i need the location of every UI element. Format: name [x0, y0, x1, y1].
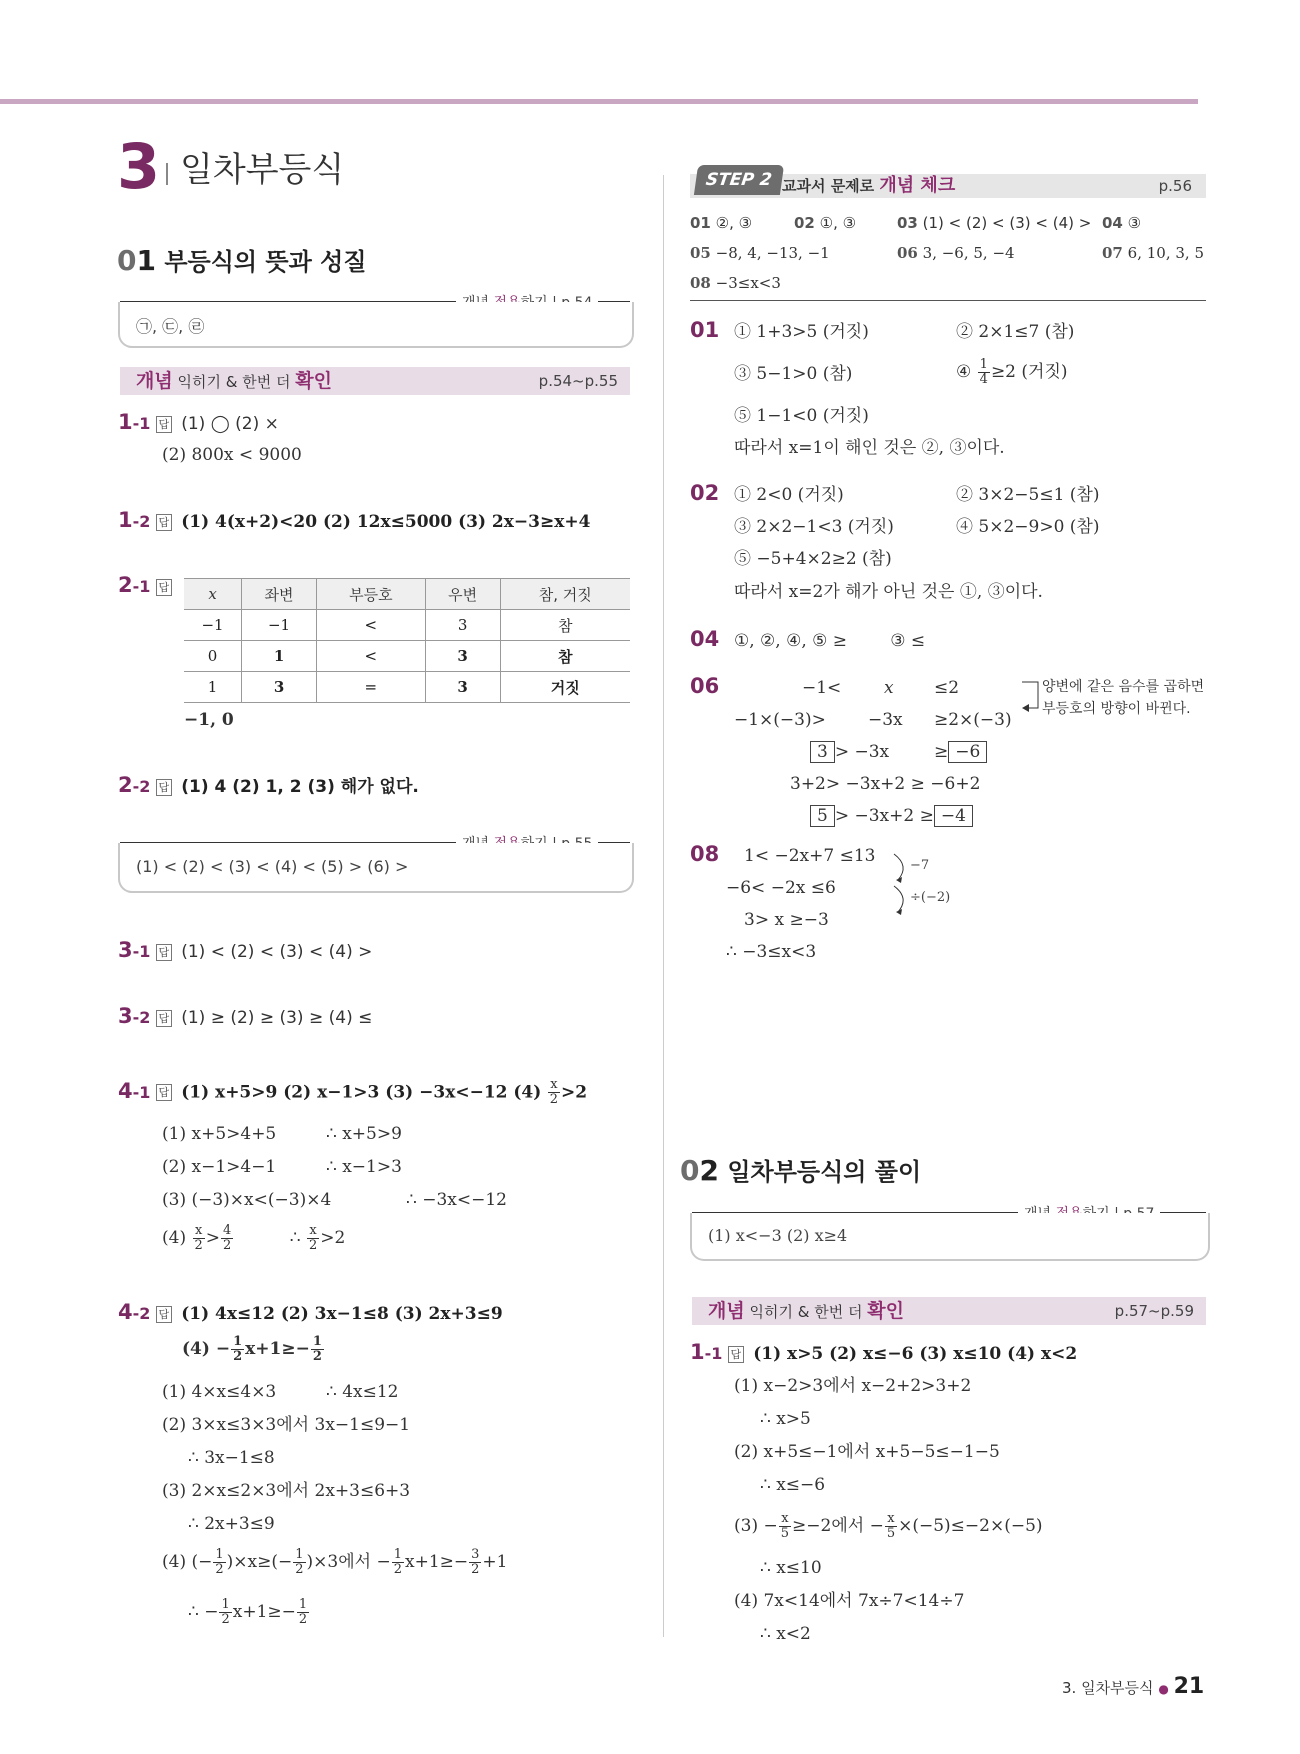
table-cell: 3: [425, 641, 500, 672]
step2-badge: STEP 2: [694, 165, 784, 195]
answer-badge: 답: [156, 1084, 172, 1101]
table-cell: 1: [184, 672, 242, 703]
p41-line-2b: ∴ x−1>3: [326, 1157, 402, 1177]
q11-line-5: (3) − $\frac{x}{5}$ ≥−2에서 − $\frac{x}{5}$ ×(−5)≤−2×(−5): [734, 1511, 1043, 1541]
s08-r2: −6< −2x ≤6: [726, 878, 836, 898]
answer-badge: 답: [156, 579, 172, 596]
solution-06-number: 06: [690, 674, 720, 698]
table-cell: 0: [184, 641, 242, 672]
p41-line-1: (1) x+5>4+5: [162, 1124, 277, 1144]
problem-1-2: 1-2 답 (1) 4(x+2)<20 (2) 12x≤5000 (3) 2x−3≥x+4: [118, 508, 591, 532]
table-cell: <: [316, 610, 425, 641]
table-header: 우변: [425, 579, 500, 610]
table-header: 참, 거짓: [500, 579, 630, 610]
p41-line-3b: ∴ −3x<−12: [406, 1190, 507, 1210]
answer-badge: 답: [156, 1010, 172, 1027]
footer: [1062, 1674, 1204, 1699]
problem-1-1-line: (2) 800x < 9000: [162, 445, 302, 465]
q11-line-8: ∴ x<2: [760, 1624, 811, 1644]
q11-line-3: (2) x+5≤−1에서 x+5−5≤−1−5: [734, 1442, 1000, 1462]
p42-line-1: (1) 4×x≤4×3: [162, 1382, 277, 1402]
table-cell: 3: [425, 672, 500, 703]
p42-line-3: ∴ 3x−1≤8: [188, 1448, 275, 1468]
table-cell: −1: [242, 610, 317, 641]
practice-bar-2-title: 개념 익히기 & 한번 더 확인: [708, 1300, 904, 1322]
s06-r2a: −1×(−3)>: [734, 710, 826, 730]
table-cell: 거짓: [500, 672, 630, 703]
q11-line-1: (1) x−2>3에서 x−2+2>3+2: [734, 1376, 972, 1396]
answer-badge: 답: [728, 1346, 744, 1363]
problem-4-2-ans4: (4) − $\frac{1}{2}$ x+1≥− $\frac{1}{2}$: [182, 1334, 322, 1364]
problem-2-1-result: −1, 0: [184, 710, 234, 730]
solution-08-number: 08: [690, 842, 720, 866]
p42-line-6: (4) (− $\frac{1}{2}$ )×x≥(− $\frac{1}{2}$ )×3에서 − $\frac{1}{2}$ x+1≥− $\frac{3}{2}$ +1: [162, 1547, 508, 1577]
s06-r3c: ≥ −6: [934, 740, 987, 764]
answer-badge: 답: [156, 944, 172, 961]
step2-answer: 07 6, 10, 3, 5: [1102, 244, 1204, 262]
table-cell: 1: [242, 641, 317, 672]
s08-r1: 1< −2x+7 ≤13: [744, 846, 876, 866]
s01-c2: ② 2×1≤7 (참): [956, 322, 1075, 342]
problem-s2-1-1: 1-1 답 (1) x>5 (2) x≤−6 (3) x≤10 (4) x<2: [690, 1340, 1078, 1364]
concept-1-answer: ㉠, ㉢, ㉣: [136, 317, 205, 336]
problem-4-2: 4-2 답 (1) 4x≤12 (2) 3x−1≤8 (3) 2x+3≤9: [118, 1300, 503, 1324]
problem-1-1: 1-1 답 (1) ◯ (2) ×: [118, 410, 279, 434]
p42-line-5: ∴ 2x+3≤9: [188, 1514, 275, 1534]
footer-dot-icon: ●: [1158, 1682, 1169, 1696]
concept-1-box: [118, 302, 634, 348]
answer-badge: 답: [156, 1306, 172, 1323]
chapter-number: 3: [117, 130, 161, 203]
s01-c1: ① 1+3>5 (거짓): [734, 322, 869, 342]
p41-line-2: (2) x−1>4−1: [162, 1157, 277, 1177]
s06-r1c: ≤2: [934, 678, 960, 698]
p41-line-3: (3) (−3)×x<(−3)×4: [162, 1190, 332, 1210]
footer-chapter: 3. 일차부등식: [1062, 1679, 1154, 1697]
practice-bar-2: [692, 1297, 1206, 1325]
q11-line-4: ∴ x≤−6: [760, 1475, 826, 1495]
practice-bar-1: [120, 367, 630, 395]
step2-title: 교과서 문제로 개념 체크: [782, 175, 956, 196]
step2-answer: 01 ②, ③: [690, 214, 753, 232]
top-divider: [0, 99, 1198, 104]
problem-2-2: 2-2 답 (1) 4 (2) 1, 2 (3) 해가 없다.: [118, 773, 419, 797]
table-cell: 3: [242, 672, 317, 703]
s06-r1b: x: [884, 678, 894, 698]
concept-2-answer: (1) < (2) < (3) < (4) < (5) > (6) >: [136, 857, 409, 876]
step2-rule: [690, 300, 1206, 301]
s08-r4: ∴ −3≤x<3: [726, 942, 817, 962]
s02-c1: ① 2<0 (거짓): [734, 485, 844, 505]
solution-04-number: 04: [690, 627, 720, 651]
s01-c5: ⑤ 1−1<0 (거짓): [734, 406, 869, 426]
s06-r2c: ≥2×(−3): [934, 710, 1012, 730]
s02-c2: ② 3×2−5≤1 (참): [956, 485, 1100, 505]
step2-answer: 05 −8, 4, −13, −1: [690, 244, 830, 262]
step2-answer: 02 ①, ③: [794, 214, 857, 232]
s01-c3: ③ 5−1>0 (참): [734, 364, 853, 384]
p41-line-1b: ∴ x+5>9: [326, 1124, 402, 1144]
s06-note: 양변에 같은 음수를 곱하면 부등호의 방향이 바뀐다.: [1042, 679, 1205, 717]
p41-line-4: (4) $\frac{x}{2}$ > $\frac{4}{2}$ ∴ $\frac{x}{2}$ >2: [162, 1223, 346, 1253]
column-divider: [663, 175, 664, 1637]
chapter-separator: [166, 163, 168, 185]
step2-answer: 06 3, −6, 5, −4: [897, 244, 1015, 262]
solution-01-number: 01: [690, 318, 720, 342]
table-header: 부등호: [316, 579, 425, 610]
step2-answer: 04 ③: [1102, 214, 1142, 232]
table-cell: 3: [425, 610, 500, 641]
s06-bracket-arrow: [1020, 680, 1044, 712]
s02-c5: ⑤ −5+4×2≥2 (참): [734, 549, 892, 569]
s06-r1a: −1<: [802, 678, 842, 698]
step2-page: p.56: [1158, 177, 1192, 195]
section-2-title: 02 일차부등식의 풀이: [680, 1154, 922, 1187]
concept-3-answer: (1) x<−3 (2) x≥4: [708, 1226, 848, 1245]
q11-line-6: ∴ x≤10: [760, 1558, 822, 1578]
s06-r5: 5 > −3x+2 ≥ −4: [810, 804, 973, 828]
truth-table: [184, 578, 630, 703]
table-header: x: [184, 579, 242, 610]
q11-line-2: ∴ x>5: [760, 1409, 811, 1429]
practice-bar-1-page: p.54~p.55: [538, 372, 618, 390]
problem-3-2: 3-2 답 (1) ≥ (2) ≥ (3) ≥ (4) ≤: [118, 1004, 373, 1028]
practice-bar-1-title: 개념 익히기 & 한번 더 확인: [136, 370, 332, 392]
s02-conclusion: 따라서 x=2가 해가 아닌 것은 ①, ③이다.: [734, 582, 1043, 602]
s01-c4: ④ $\frac{1}{4}$ ≥2 (거짓): [956, 357, 1068, 387]
problem-3-1: 3-1 답 (1) < (2) < (3) < (4) >: [118, 938, 373, 962]
chapter-title: 일차부등식: [180, 150, 345, 190]
table-row: [184, 672, 630, 703]
answer-badge: 답: [156, 416, 172, 433]
step2-answer: 03 (1) < (2) < (3) < (4) >: [897, 214, 1092, 232]
answer-badge: 답: [156, 779, 172, 796]
s01-conclusion: 따라서 x=1이 해인 것은 ②, ③이다.: [734, 438, 1005, 458]
s06-r2b: −3x: [868, 710, 903, 730]
concept-3-box: [690, 1213, 1210, 1261]
practice-bar-2-page: p.57~p.59: [1114, 1302, 1194, 1320]
table-cell: 참: [500, 641, 630, 672]
s08-r3: 3> x ≥−3: [744, 910, 829, 930]
p42-line-1b: ∴ 4x≤12: [326, 1382, 399, 1402]
table-header: 좌변: [242, 579, 317, 610]
s08-note-2: ÷(−2): [910, 890, 951, 905]
s04-text: ①, ②, ④, ⑤ ≥ ③ ≤: [734, 631, 926, 651]
concept-2-box: [118, 843, 634, 893]
step2-answer: 08 −3≤x<3: [690, 274, 781, 292]
table-cell: =: [316, 672, 425, 703]
solution-02-number: 02: [690, 481, 720, 505]
p42-line-7: ∴ − $\frac{1}{2}$ x+1≥− $\frac{1}{2}$: [188, 1597, 308, 1627]
s02-c4: ④ 5×2−9>0 (참): [956, 517, 1100, 537]
section-1-title: 01 부등식의 뜻과 성질: [117, 244, 367, 277]
problem-2-1: 2-1 답: [118, 573, 176, 599]
p42-line-4: (3) 2×x≤2×3에서 2x+3≤6+3: [162, 1481, 411, 1501]
table-cell: −1: [184, 610, 242, 641]
s06-r3: 3 > −3x: [810, 740, 889, 764]
s02-c3: ③ 2×2−1<3 (거짓): [734, 517, 894, 537]
table-cell: 참: [500, 610, 630, 641]
p42-line-2: (2) 3×x≤3×3에서 3x−1≤9−1: [162, 1415, 411, 1435]
q11-line-7: (4) 7x<14에서 7x÷7<14÷7: [734, 1591, 965, 1611]
s06-r4: 3+2> −3x+2 ≥ −6+2: [790, 774, 981, 794]
answer-badge: 답: [156, 514, 172, 531]
table-cell: <: [316, 641, 425, 672]
page-number: 21: [1173, 1674, 1205, 1699]
s08-note-1: −7: [910, 858, 930, 873]
problem-4-1: 4-1 답 (1) x+5>9 (2) x−1>3 (3) −3x<−12 (4) $\frac{x}{2}$ >2: [118, 1077, 588, 1107]
table-row: [184, 610, 630, 641]
table-row: [184, 641, 630, 672]
